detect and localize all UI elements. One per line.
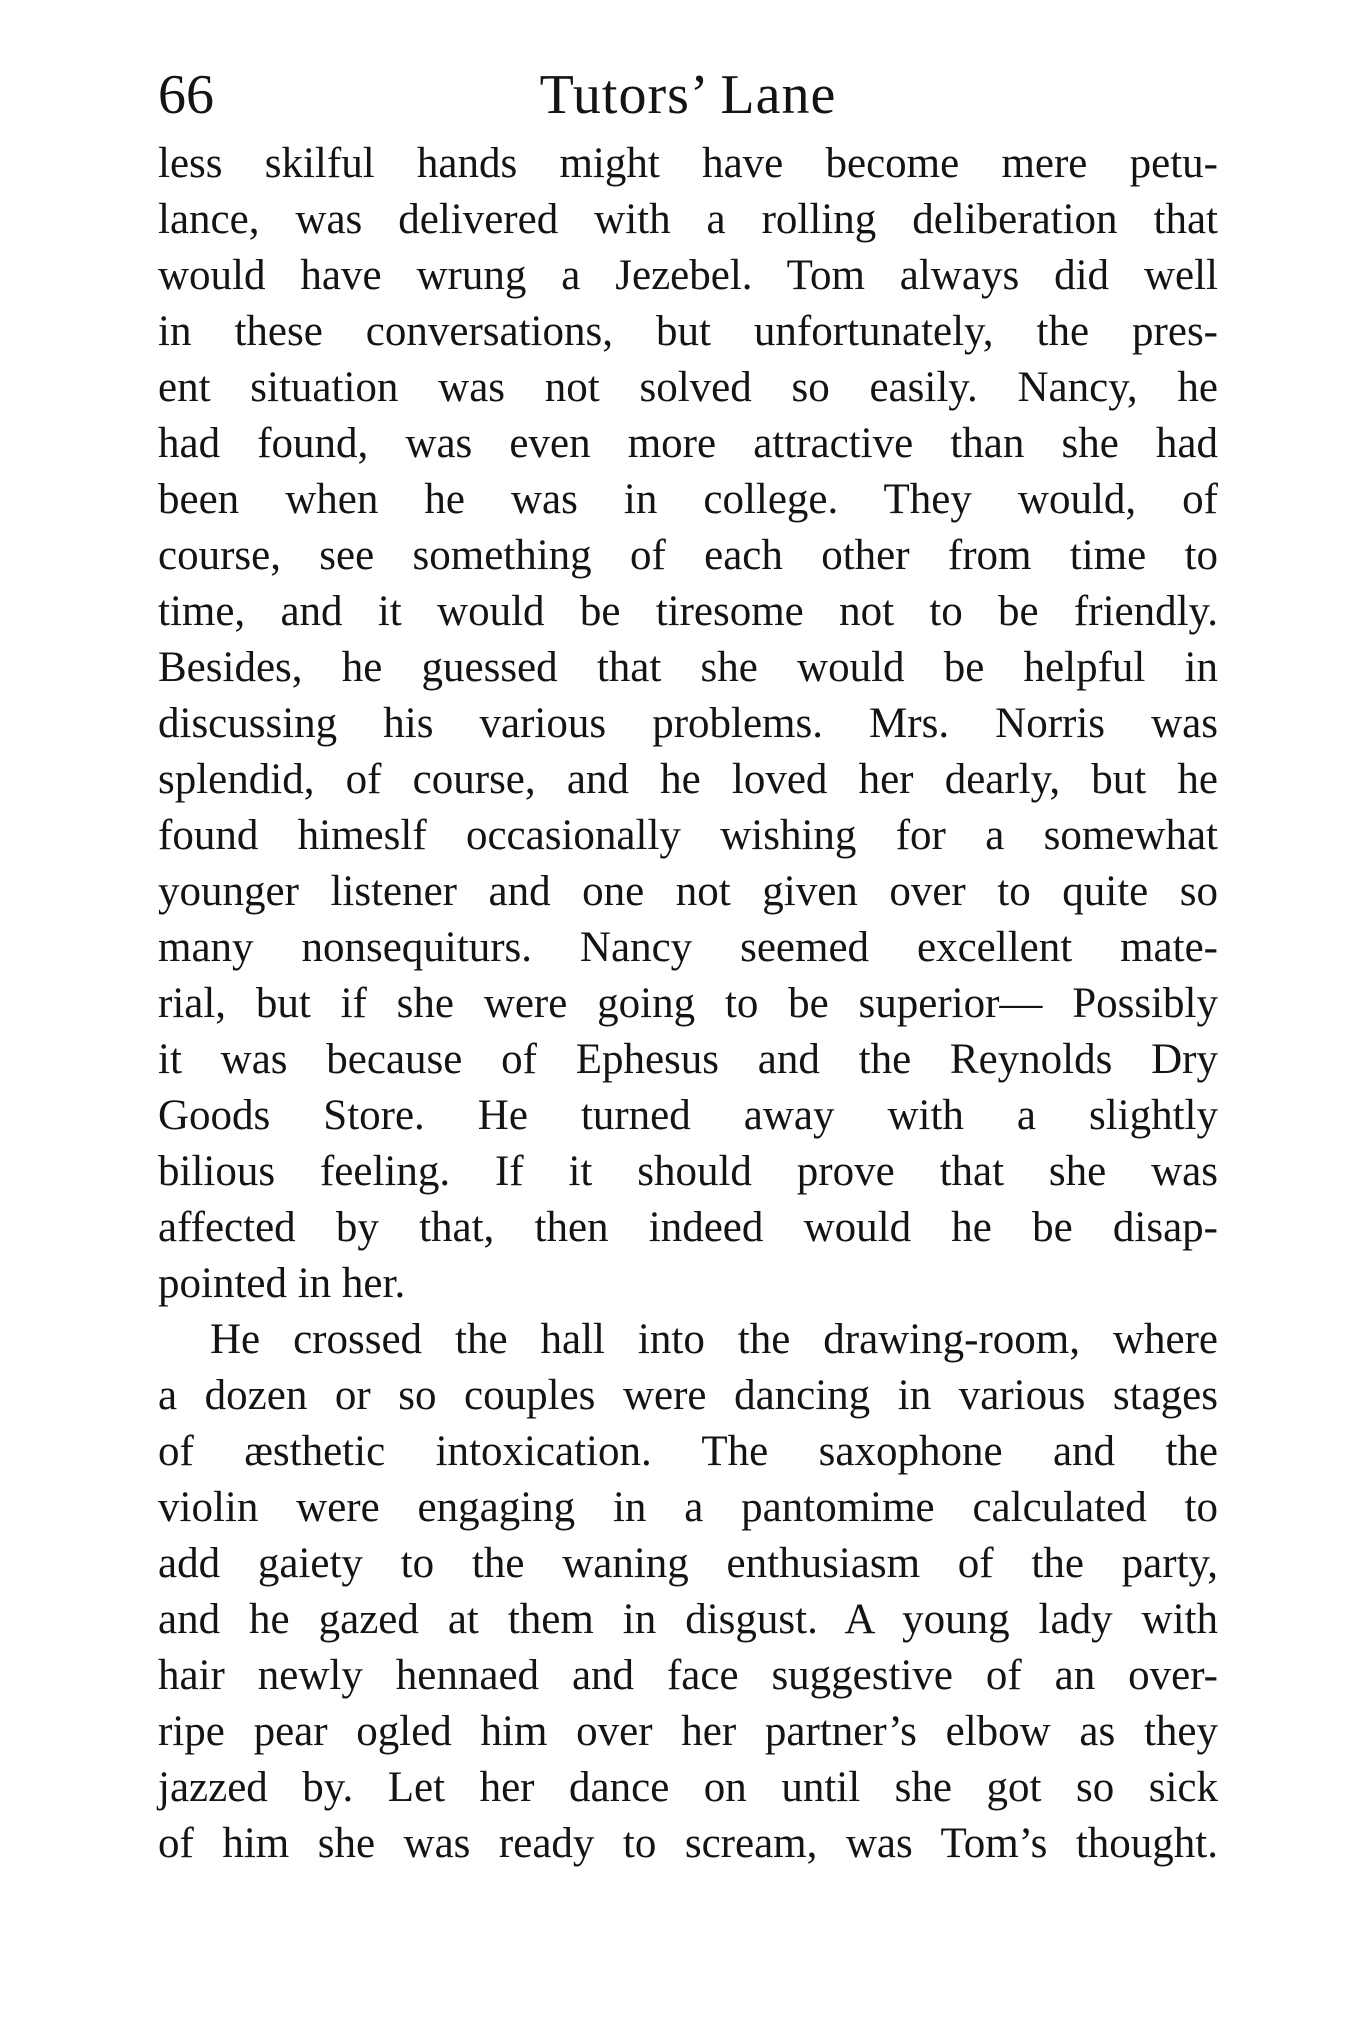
text-line: add gaiety to the waning enthusiasm of the party, bbox=[158, 1540, 1218, 1587]
running-title: Tutors’ Lane bbox=[539, 64, 837, 126]
text-line: it was because of Ephesus and the Reynolds Dry bbox=[158, 1036, 1218, 1083]
text-line: bilious feeling. If it should prove that she was bbox=[158, 1148, 1218, 1195]
text-line: ripe pear ogled him over her partner’s elbow as they bbox=[158, 1708, 1218, 1755]
body-text bbox=[158, 136, 1218, 1872]
text-line: and he gazed at them in disgust. A young lady with bbox=[158, 1596, 1218, 1643]
text-line: He crossed the hall into the drawing-room, where bbox=[210, 1316, 1218, 1363]
text-line: a dozen or so couples were dancing in various stages bbox=[158, 1372, 1218, 1419]
text-line: hair newly hennaed and face suggestive of an over- bbox=[158, 1652, 1218, 1699]
page-header bbox=[158, 55, 1218, 135]
text-line: of æsthetic intoxication. The saxophone and the bbox=[158, 1428, 1218, 1475]
text-line: been when he was in college. They would, of bbox=[158, 476, 1218, 523]
text-line: would have wrung a Jezebel. Tom always did well bbox=[158, 252, 1218, 299]
text-line: time, and it would be tiresome not to be friendly. bbox=[158, 588, 1218, 635]
text-line: affected by that, then indeed would he be disap- bbox=[158, 1204, 1218, 1251]
paragraph bbox=[158, 136, 1218, 1312]
text-line: splendid, of course, and he loved her dearly, but he bbox=[158, 756, 1218, 803]
text-line: pointed in her. bbox=[158, 1260, 406, 1307]
text-line: violin were engaging in a pantomime calculated to bbox=[158, 1484, 1218, 1531]
text-line: course, see something of each other from time to bbox=[158, 532, 1218, 579]
text-line: less skilful hands might have become mere petu- bbox=[158, 140, 1218, 187]
paragraph bbox=[158, 1312, 1218, 1872]
text-line: lance, was delivered with a rolling deliberation that bbox=[158, 196, 1218, 243]
text-line: Besides, he guessed that she would be helpful in bbox=[158, 644, 1218, 691]
text-line: rial, but if she were going to be superior— Possibly bbox=[158, 980, 1218, 1027]
text-line: jazzed by. Let her dance on until she got so sick bbox=[158, 1764, 1218, 1811]
text-line: in these conversations, but unfortunately, the pres- bbox=[158, 308, 1218, 355]
text-line: had found, was even more attractive than she had bbox=[158, 420, 1218, 467]
text-line: of him she was ready to scream, was Tom’s thought. bbox=[158, 1820, 1218, 1867]
text-line: Goods Store. He turned away with a slightly bbox=[158, 1092, 1218, 1139]
text-line: younger listener and one not given over to quite so bbox=[158, 868, 1218, 915]
text-line: ent situation was not solved so easily. Nancy, he bbox=[158, 364, 1218, 411]
text-line: discussing his various problems. Mrs. Norris was bbox=[158, 700, 1218, 747]
text-line: many nonsequiturs. Nancy seemed excellent mate- bbox=[158, 924, 1218, 971]
text-line: found himeslf occasionally wishing for a somewhat bbox=[158, 812, 1218, 859]
page-number: 66 bbox=[158, 64, 214, 126]
